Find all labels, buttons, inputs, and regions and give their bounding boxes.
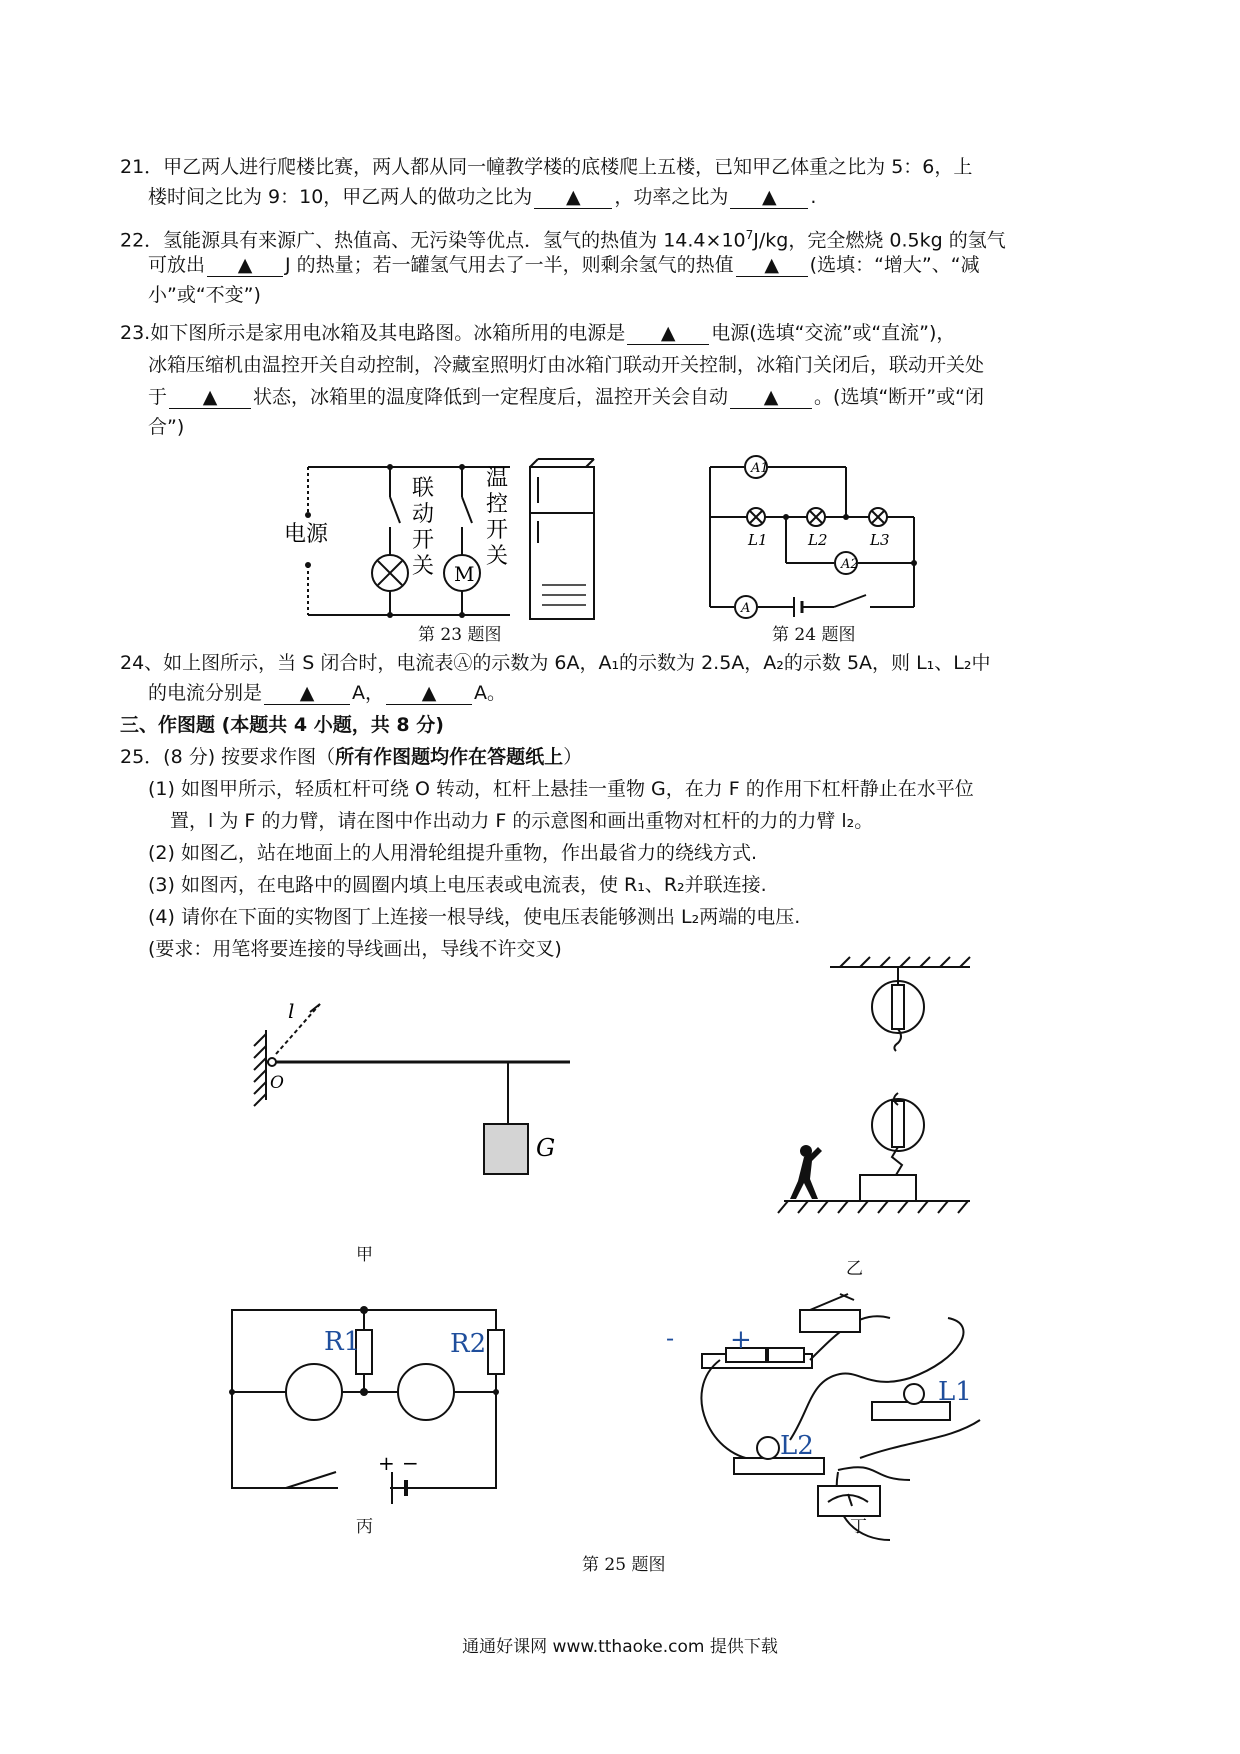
temp-switch-char: 控: [486, 492, 509, 517]
weight-box: [484, 1124, 528, 1174]
q23-text: 于: [148, 386, 168, 408]
fig-jia-lever: [240, 990, 580, 1250]
q22-line2: [148, 250, 980, 280]
q22-text: J 的热量；若一罐氢气用去了一半，则剩余氢气的热值: [285, 254, 734, 276]
q25-item4: (4) 请你在下面的实物图丁上连接一根导线，使电压表能够测出 L₂两端的电压.: [148, 906, 801, 928]
q24-line2: [148, 678, 506, 708]
lamp-L1-label: L1: [748, 531, 768, 549]
q22-text: 22．氢能源具有来源广、热值高、无污染等优点．氢气的热值为 14.4×10: [120, 229, 746, 252]
q25-item2: (2) 如图乙，站在地面上的人用滑轮组提升重物，作出最省力的绕线方式.: [148, 842, 757, 864]
q22-text: (选填：“增大”、“减: [809, 254, 980, 276]
temp-switch-char: 关: [486, 544, 509, 569]
answer-blank[interactable]: ▲: [207, 254, 283, 277]
answer-blank[interactable]: ▲: [264, 682, 350, 705]
weight-G-label: G: [536, 1134, 556, 1162]
lamp-L2-label: L2: [808, 531, 828, 549]
q23-text: 。(选填“断开”或“闭: [814, 386, 984, 408]
lamp-L2-label: L2: [780, 1431, 814, 1461]
fig23-circuit: [284, 455, 630, 645]
fig-ding-circuit: [666, 1290, 1030, 1520]
q25-header: [120, 742, 582, 772]
q23-text: 状态，冰箱里的温度降低到一定程度后，温控开关会自动: [253, 386, 729, 408]
q23-line4: 合”): [148, 416, 185, 438]
section-title: 三、作图题 (本题共 4 小题，共 8 分): [120, 714, 444, 736]
q22-exponent: 7: [745, 228, 754, 242]
answer-blank[interactable]: ▲: [169, 386, 251, 409]
fig-ding-caption: 丁: [850, 1517, 867, 1537]
q24-text: A。: [474, 682, 507, 704]
battery-minus: −: [402, 1451, 419, 1475]
temp-switch-char: 温: [486, 466, 509, 491]
fridge-icon: [530, 459, 594, 619]
q24-text: A，: [352, 682, 385, 704]
q21-line2: [148, 182, 816, 212]
answer-blank[interactable]: ▲: [730, 186, 808, 209]
q23-line1: [120, 318, 955, 348]
q23-text: 23.如下图所示是家用电冰箱及其电路图。冰箱所用的电源是: [120, 322, 626, 344]
q23-line3: [148, 382, 984, 412]
battery-plus: +: [378, 1451, 395, 1475]
q22-text: 可放出: [148, 254, 206, 276]
fig-bing-caption: 丙: [356, 1517, 373, 1537]
link-switch-char: 开: [412, 528, 435, 553]
answer-blank[interactable]: ▲: [534, 186, 612, 209]
fig25-caption: 第 25 题图: [582, 1555, 666, 1575]
answer-blank[interactable]: ▲: [386, 682, 472, 705]
q21-text: ，功率之比为: [614, 186, 729, 208]
link-switch-char: 关: [412, 554, 435, 579]
power-label: 电源: [284, 522, 329, 547]
person-icon: [790, 1145, 822, 1199]
q25-emphasis: 所有作图题均作在答题纸上: [335, 746, 564, 768]
resistor-R1-label: R1: [324, 1327, 361, 1357]
q21-text: .: [810, 186, 817, 208]
q21-text: 楼时间之比为 9：10，甲乙两人的做功之比为: [148, 186, 533, 208]
q25-text: 25．(8 分) 按要求作图（: [120, 746, 336, 768]
lamp-L1-label: L1: [938, 1377, 972, 1407]
link-switch-char: 动: [412, 502, 435, 527]
fig-yi-pulley: [760, 955, 980, 1235]
q21-line1: 21．甲乙两人进行爬楼比赛，两人都从同一幢教学楼的底楼爬上五楼，已知甲乙体重之比为 5：6，上: [120, 156, 973, 178]
q23-line2: 冰箱压缩机由温控开关自动控制，冷藏室照明灯由冰箱门联动开关控制，冰箱门关闭后，联动开关处: [148, 354, 985, 376]
fig-bing-circuit: [226, 1300, 526, 1510]
resistor-R2-label: R2: [450, 1329, 487, 1359]
q25-item1a: (1) 如图甲所示，轻质杠杆可绕 O 转动，杠杆上悬挂一重物 G，在力 F 的作用下杠杆静止在水平位: [148, 778, 974, 800]
answer-blank[interactable]: ▲: [736, 254, 808, 277]
fig-jia-caption: 甲: [356, 1245, 373, 1265]
temp-switch-char: 开: [486, 518, 509, 543]
answer-blank[interactable]: ▲: [627, 322, 709, 345]
ammeter-A2-label: A2: [841, 557, 859, 572]
pivot-O-label: O: [270, 1073, 284, 1093]
motor-label: M: [454, 562, 475, 586]
ammeter-A1-label: A1: [751, 461, 769, 476]
fig24-caption: 第 24 题图: [772, 625, 856, 645]
q24-text: 的电流分别是: [148, 682, 263, 704]
q25-item3: (3) 如图丙，在电路中的圆圈内填上电压表或电流表，使 R₁、R₂并联连接.: [148, 874, 767, 896]
q25-text: ）: [563, 746, 583, 768]
battery-plus-terminal: +: [730, 1325, 752, 1355]
lamp-L3-label: L3: [870, 531, 890, 549]
q22-text: J/kg，完全燃烧 0.5kg 的氢气: [753, 229, 1006, 252]
fig24-circuit: [706, 455, 926, 625]
ammeter-A-label: A: [741, 601, 751, 616]
link-switch-char: 联: [412, 476, 435, 501]
q25-requirement: (要求：用笔将要连接的导线画出，导线不许交叉): [148, 938, 562, 960]
fig-yi-caption: 乙: [846, 1259, 863, 1279]
answer-blank[interactable]: ▲: [730, 386, 812, 409]
q23-text: 电源(选填“交流”或“直流”)，: [711, 322, 956, 344]
fig23-caption: 第 23 题图: [418, 625, 502, 645]
q22-line3: 小”或“不变”): [148, 284, 261, 306]
q25-item1b: 置，l 为 F 的力臂，请在图中作出动力 F 的示意图和画出重物对杠杆的力的力臂 l₂。: [170, 810, 874, 832]
arm-l-label: l: [288, 999, 295, 1023]
page-footer: 通通好课网 www.tthaoke.com 提供下载: [462, 1637, 778, 1657]
q24-line1: 24、如上图所示，当 S 闭合时，电流表Ⓐ的示数为 6A，A₁的示数为 2.5A，A₂的示数 5A，则 L₁、L₂中: [120, 652, 991, 674]
battery-minus-terminal: -: [666, 1324, 675, 1352]
